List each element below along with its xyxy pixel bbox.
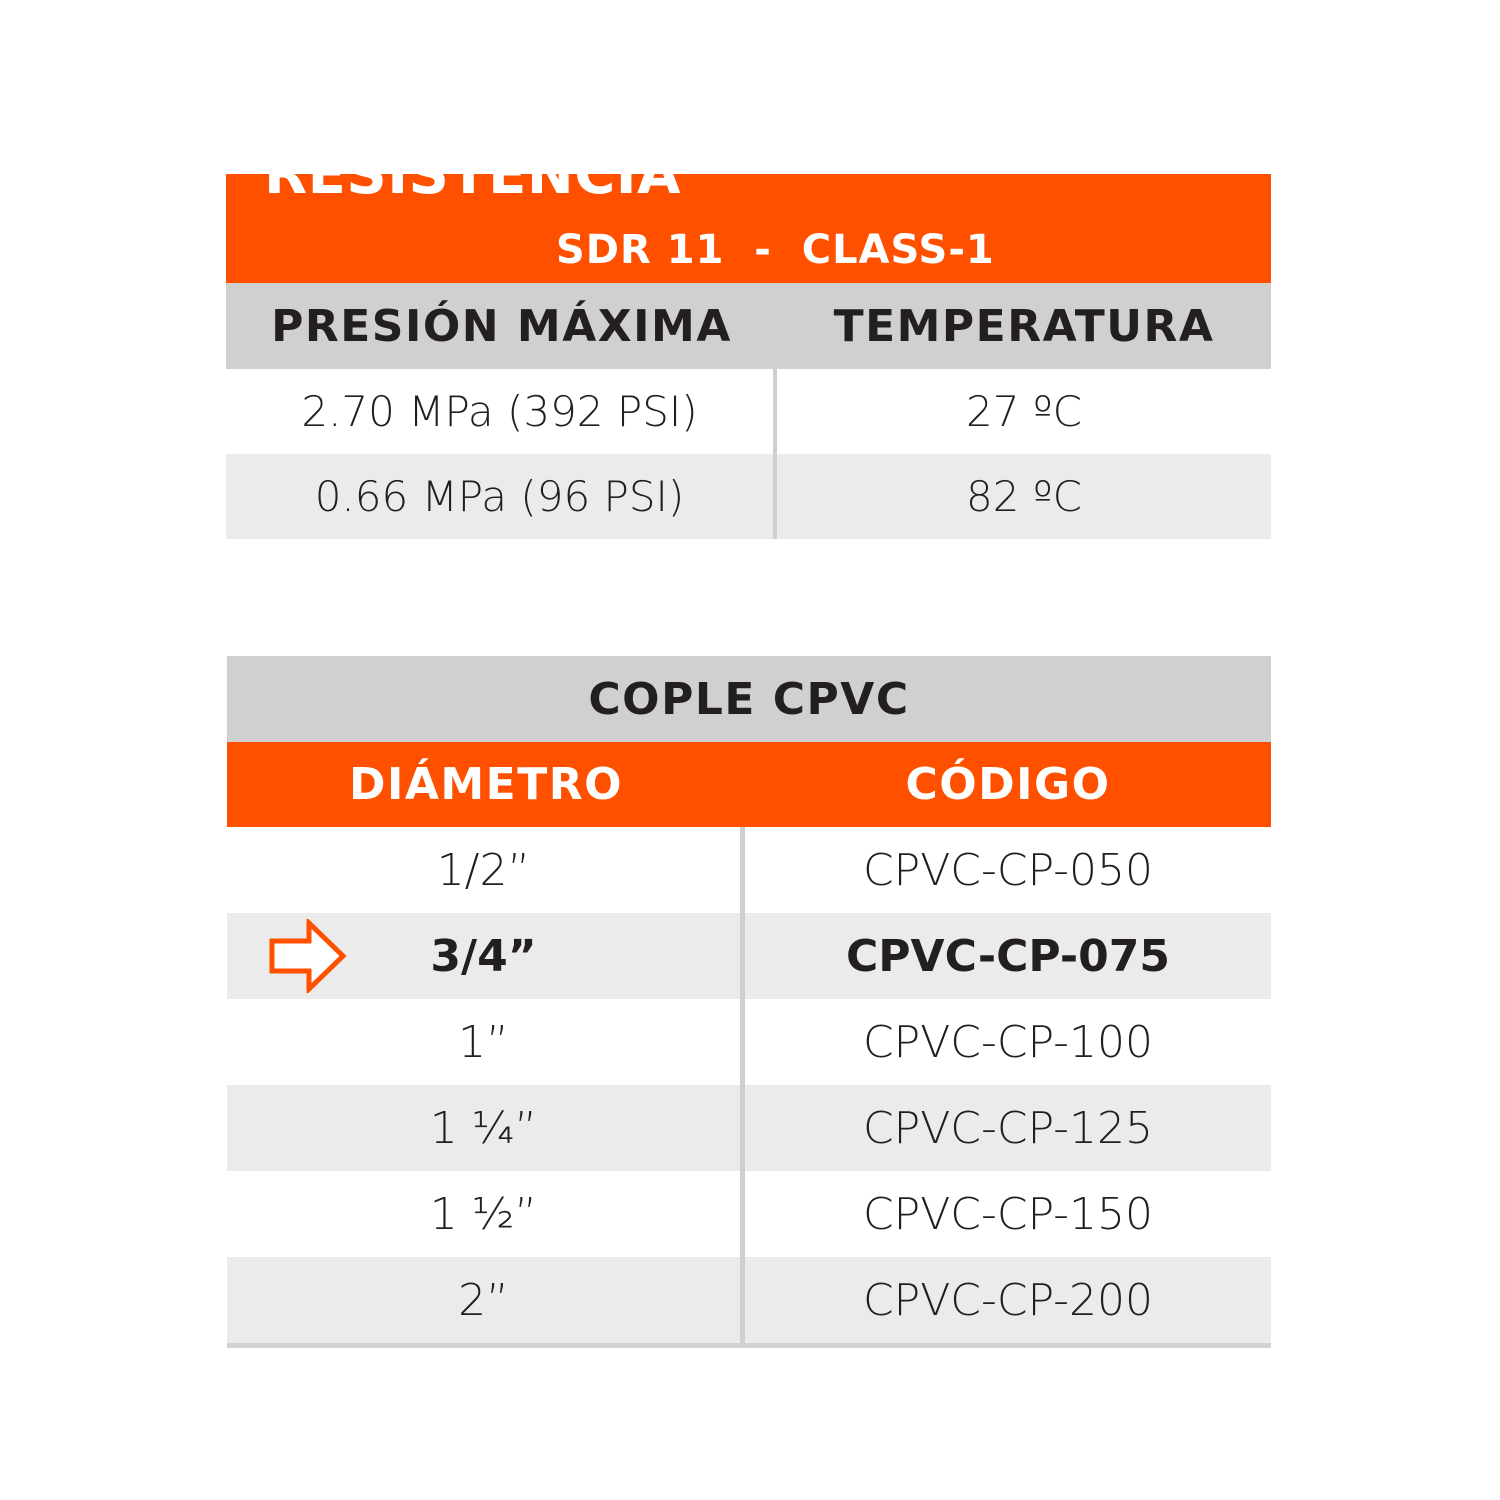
arrow-right-outline-icon [269,919,347,993]
resistance-row [226,369,1271,454]
code-cell: CPVC-CP-100 [862,1016,1154,1068]
diameter-cell: 1” [227,999,745,1085]
pressure-cell: 0.66 MPa (96 PSI) [226,454,777,539]
pressure-cell: 2.70 MPa (392 PSI) [226,369,777,454]
table-row [227,999,1271,1085]
code-cell: CPVC-CP-150 [862,1188,1154,1240]
diameter-cell: 3/4” [227,913,745,999]
table-row-highlighted [227,913,1271,999]
table-row [227,1257,1271,1343]
diameter-header: DIÁMETRO [348,759,624,810]
diameter-cell: 1 ¼” [227,1085,745,1171]
cople-table [227,656,1271,1348]
temperature-header: TEMPERATURA [833,300,1215,352]
code-cell: CPVC-CP-200 [862,1274,1154,1326]
diameter-cell: 2” [227,1257,745,1343]
code-header: CÓDIGO [905,759,1111,810]
diameter-cell: 1 ½” [227,1171,745,1257]
temperature-cell: 82 ºC [966,472,1082,521]
resistance-column-headers [226,283,1271,369]
pressure-header: PRESIÓN MÁXIMA [271,300,732,352]
resistance-subtitle: SDR 11 - CLASS-1 [556,227,995,273]
diameter-cell: 1/2” [227,827,745,913]
table-row [227,1085,1271,1171]
code-cell: CPVC-CP-125 [862,1102,1154,1154]
resistance-title: RESISTENCIA [264,142,681,207]
table-row [227,827,1271,913]
cople-title: COPLE CPVC [227,656,1271,742]
table-bottom-rule [227,1343,1271,1348]
cople-column-headers [227,742,1271,827]
resistance-row [226,454,1271,539]
code-cell: CPVC-CP-050 [862,844,1154,896]
resistance-table [226,142,1271,539]
table-row [227,1171,1271,1257]
code-cell: CPVC-CP-075 [845,930,1171,982]
temperature-cell: 27 ºC [966,387,1082,436]
